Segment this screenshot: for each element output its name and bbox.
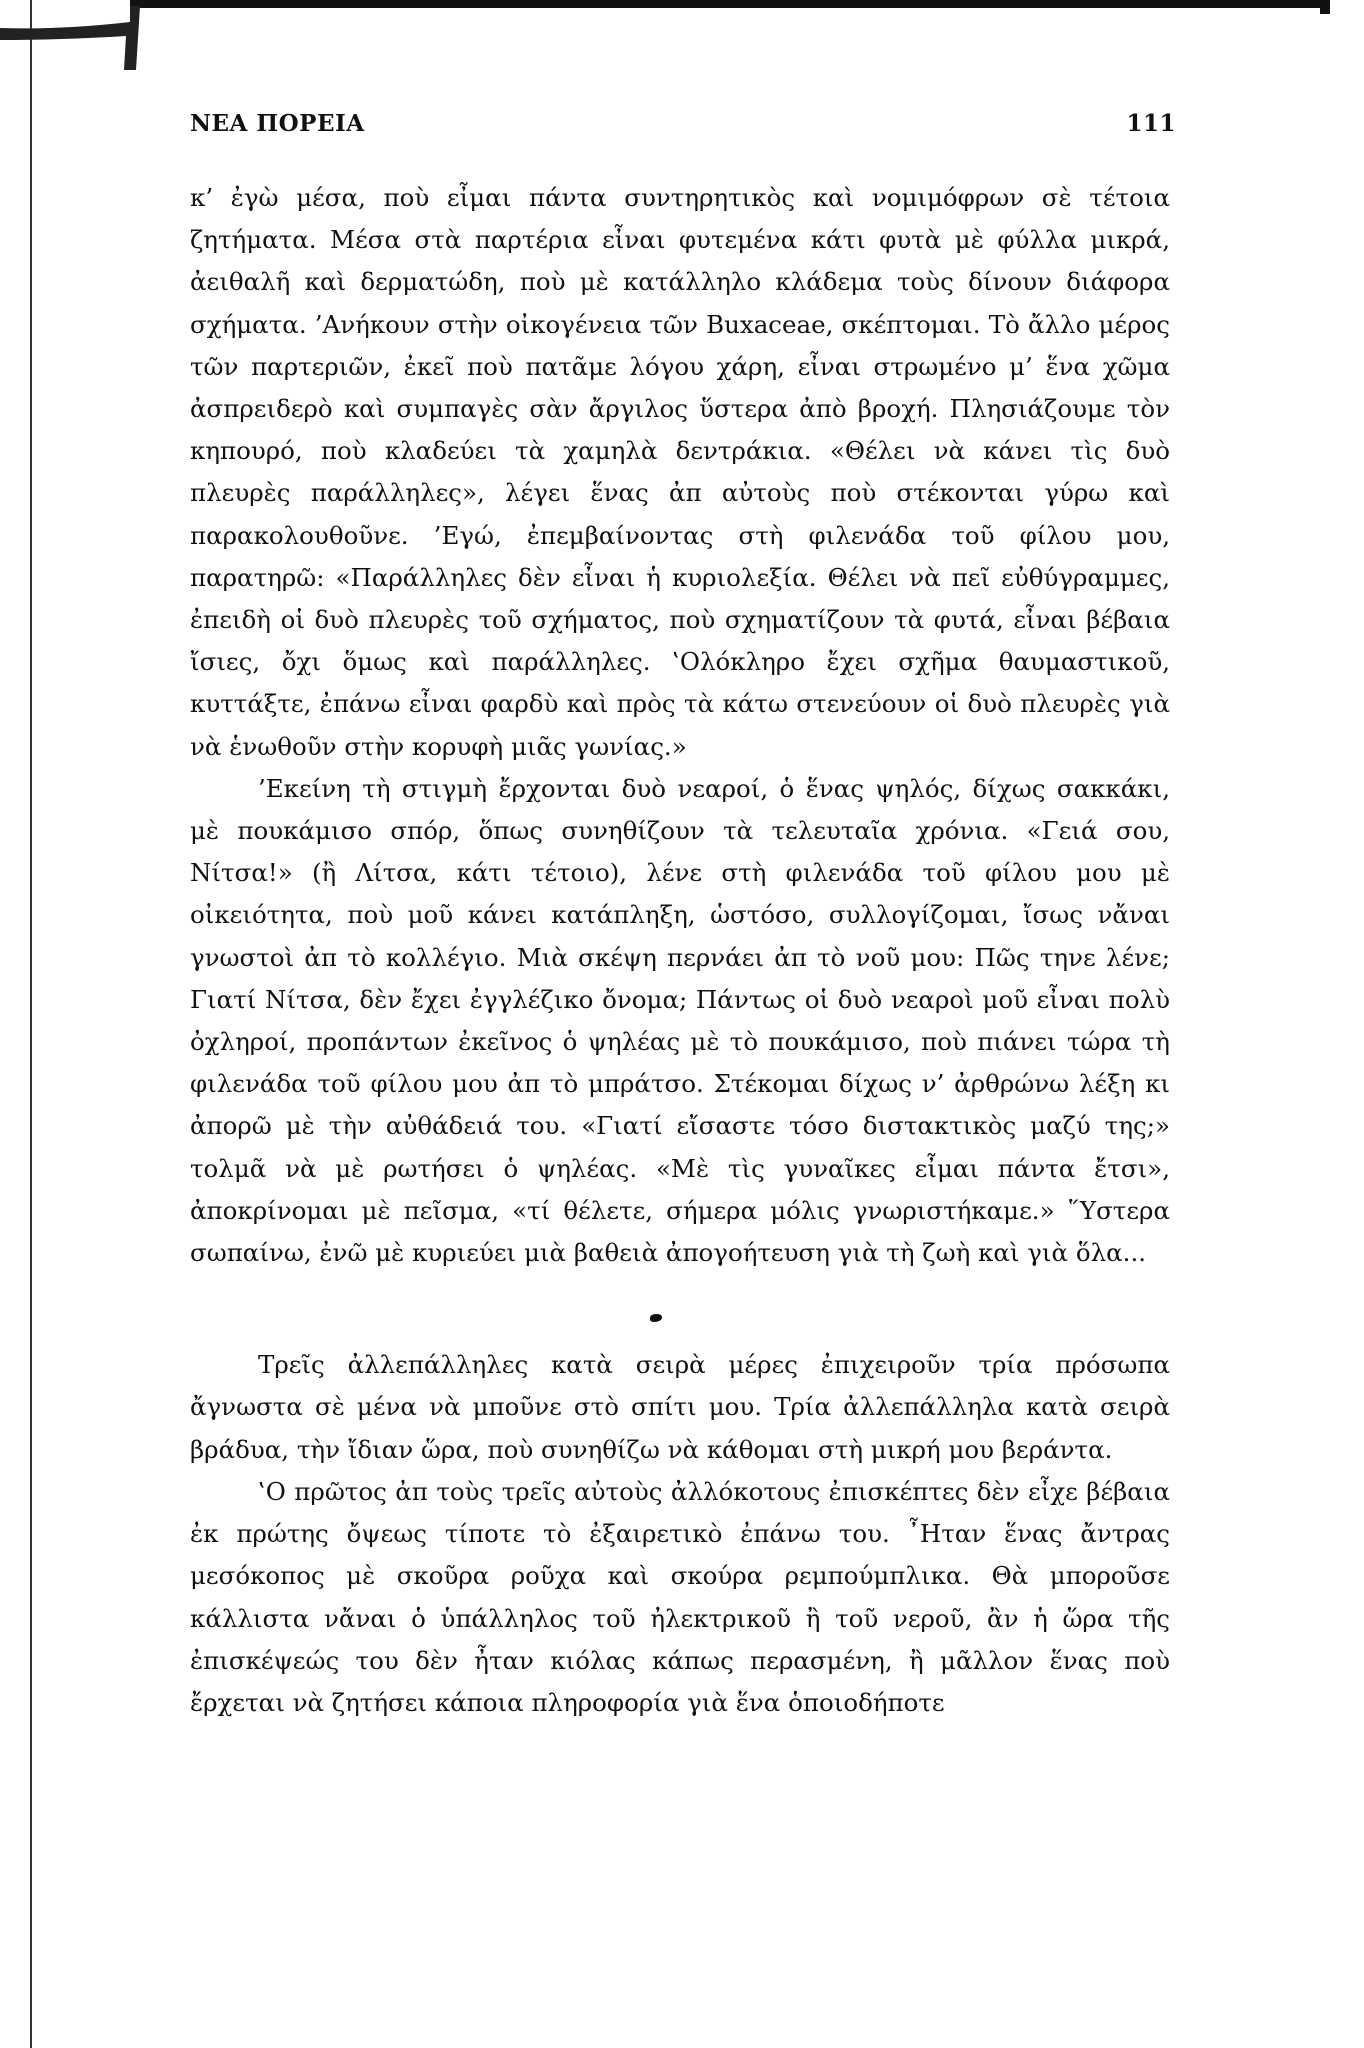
paragraph: ‛Ο πρῶτος ἀπ τοὺς τρεῖς αὐτοὺς ἀλλόκοτους ἐπισκέπτες δὲν εἶχε βέβαια ἐκ πρώτης ὄψεως τίποτε τὸ ἐξαιρετικὸ ἐπάνω του. ῏Ηταν ἕνας ἄντρας μεσόκοπος μὲ σκοῦρα ροῦχα καὶ σκούρα ρεμπούμπλικα. Θὰ μποροῦσε κάλλιστα νἄναι ὁ ὑπάλληλος τοῦ ἠλεκτρικοῦ ἢ τοῦ νεροῦ, ἂν ἡ ὥρα τῆς ἐπισκέψεώς του δὲν ἦταν κιόλας κάπως περασμένη, ἢ μᾶλλον ἕνας ποὺ ἔρχεται νὰ ζητήσει κάποια πληροφορία γιὰ ἕνα ὁποιοδήποτε (190, 1476, 1170, 1717)
paragraph: Τρεῖς ἀλλεπάλληλες κατὰ σειρὰ μέρες ἐπιχειροῦν τρία πρόσωπα ἄγνωστα σὲ μένα νὰ μποῦνε στὸ σπίτι μου. Τρία ἀλλεπάλληλα κατὰ σειρὰ βράδυα, τὴν ἴδιαν ὥρα, ποὺ συνηθίζω νὰ κάθομαι στὴ μικρή μου βεράντα. (190, 1350, 1170, 1464)
paragraph: ’Εκείνη τὴ στιγμὴ ἔρχονται δυὸ νεαροί, ὁ ἕνας ψηλός, δίχως σακκάκι, μὲ πουκάμισο σπόρ, ὅπως συνηθίζουν τὰ τελευταῖα χρόνια. «Γειά σου, Νίτσα!» (ἢ Λίτσα, κάτι τέτοιο), λένε στὴ φιλενάδα τοῦ φίλου μου μὲ οἰκειότητα, ποὺ μοῦ κάνει κατάπληξη, ὡστόσο, συλλογίζομαι, ἴσως νἄναι γνωστοὶ ἀπ τὸ κολλέγιο. Μιὰ σκέψη περνάει ἀπ τὸ νοῦ μου: Πῶς τηνε λένε; Γιατί Νίτσα, δὲν ἔχει ἐγγλέζικο ὄνομα; Πάντως οἱ δυὸ νεαροὶ μοῦ εἶναι πολὺ ὀχληροί, προπάντων ἐκεῖνος ὁ ψηλέας μὲ τὸ πουκάμισο, ποὺ πιάνει τώρα τὴ φιλενάδα τοῦ φίλου μου ἀπ τὸ μπράτσο. Στέκομαι δίχως ν’ ἀρθρώνω λέξη κι ἀπορῶ μὲ τὴν αὐθάδειά του. «Γιατί εἴσαστε τόσο διστακτικὸς μαζύ της;» τολμᾶ νὰ μὲ ρωτήσει ὁ ψηλέας. «Μὲ τὶς γυναῖκες εἶμαι πάντα ἔτσι», ἀποκρίνομαι μὲ πεῖσμα, «τί θέλετε, σήμερα μόλις γνωριστήκαμε.» ῞Υστερα σωπαίνω, ἐνῶ μὲ κυριεύει μιὰ βαθειὰ ἀπογοήτευση γιὰ τὴ ζωὴ καὶ γιὰ ὅλα... (190, 773, 1170, 1268)
separator-mark (650, 1314, 662, 1322)
book-page (190, 110, 1176, 1724)
page-header (190, 110, 1176, 137)
scan-top-right-mark (1320, 0, 1330, 14)
scan-edge-line (30, 0, 32, 2048)
section-separator (190, 1274, 1170, 1344)
scan-top-border (130, 0, 1330, 8)
running-title: ΝΕΑ ΠΟΡΕΙΑ (190, 110, 365, 137)
page-number: 111 (1126, 110, 1176, 137)
paragraph-continued: κ’ ἐγὼ μέσα, ποὺ εἶμαι πάντα συντηρητικὸς καὶ νομιμόφρων σὲ τέτοια ζητήματα. Μέσα στὰ παρτέρια εἶναι φυτεμένα κάτι φυτὰ μὲ φύλλα μικρά, ἀειθαλῆ καὶ δερματώδη, ποὺ μὲ κατάλληλο κλάδεμα τοὺς δίνουν διάφορα σχήματα. ’Ανήκουν στὴν οἰκογένεια τῶν Buxaceae, σκέπτομαι. Τὸ ἄλλο μέρος τῶν παρτεριῶν, ἐκεῖ ποὺ πατᾶμε λόγου χάρη, εἶναι στρωμένο μ’ ἕνα χῶμα ἀσπρειδερὸ καὶ συμπαγὲς σὰν ἄργιλος ὕστερα ἀπὸ βροχή. Πλησιάζουμε τὸν κηπουρό, ποὺ κλαδεύει τὰ χαμηλὰ δεντράκια. «Θέλει νὰ κάνει τὶς δυὸ πλευρὲς παράλληλες», λέγει ἕνας ἀπ αὐτοὺς ποὺ στέκονται γύρω καὶ παρακολουθοῦνε. ’Εγώ, ἐπεμβαίνοντας στὴ φιλενάδα τοῦ φίλου μου, παρατηρῶ: «Παράλληλες δὲν εἶναι ἡ κυριολεξία. Θέλει νὰ πεῖ εὐθύγραμμες, ἐπειδὴ οἱ δυὸ πλευρὲς τοῦ σχήματος, ποὺ σχηματίζουν τὰ φυτά, εἶναι βέβαια ἴσιες, ὄχι ὅμως καὶ παράλληλες. ‛Ολόκληρο ἔχει σχῆμα θαυμαστικοῦ, κυττάξτε, ἐπάνω εἶναι φαρδὺ καὶ πρὸς τὰ κάτω στενεύουν οἱ δυὸ πλευρὲς γιὰ νὰ ἑνωθοῦν στὴν κορυφὴ μιᾶς γωνίας.» (190, 183, 1170, 761)
scan-corner-fold (0, 0, 170, 70)
body-text-section-2 (190, 1344, 1170, 1724)
body-text-section-1 (190, 177, 1170, 1274)
